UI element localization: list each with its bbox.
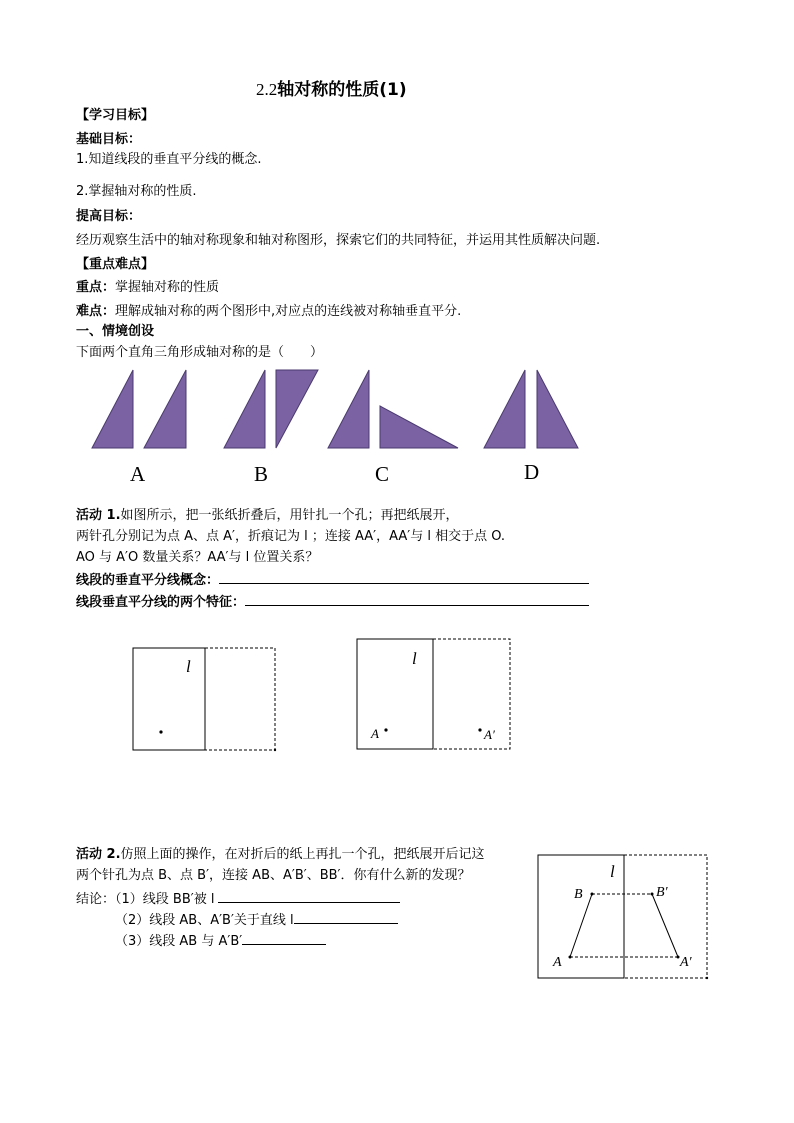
concept-answer-blank[interactable] [219, 570, 589, 584]
activity2-text1: 仿照上面的操作，在对折后的纸上再扎一个孔，把纸展开后记这 [120, 847, 485, 862]
fig3-fold-label: l [610, 862, 615, 881]
segment-a-prime-b-prime [652, 894, 678, 957]
point-a-dot-3 [569, 956, 572, 959]
fig1-fold-label: l [186, 657, 191, 676]
features-label: 线段垂直平分线的两个特征： [76, 595, 246, 610]
folded-paper-rect-2 [357, 639, 433, 749]
triangle-a-right [144, 370, 186, 448]
hard-point-label: 难点： [76, 304, 116, 319]
fold-figure-1 [130, 645, 280, 755]
focus-header: 【重点难点】 [76, 257, 155, 272]
activity2-label: 活动 2. [76, 847, 121, 862]
triangle-c-right [380, 406, 458, 448]
concept-label: 线段的垂直平分线概念： [76, 573, 220, 588]
corner-dot [274, 749, 276, 751]
triangle-a-left [92, 370, 133, 448]
conclusion-2 [115, 910, 398, 929]
conclusion-1-text: （1）线段 BB′被 l [115, 892, 215, 907]
conclusion-1-blank[interactable] [218, 889, 400, 903]
point-b-dot [591, 893, 594, 896]
features-line [76, 592, 589, 611]
conclusion-3 [115, 931, 326, 950]
activity2-line1 [76, 847, 485, 863]
hard-point-text: 理解成轴对称的两个图形中,对应点的连线被对称轴垂直平分. [115, 304, 462, 319]
conclusion-3-blank[interactable] [242, 931, 326, 945]
conclusion-label: 结论： [76, 892, 116, 907]
title-number: 2.2 [256, 80, 278, 99]
conclusion-1 [76, 889, 400, 908]
conclusion-2-text: （2）线段 AB、A′B′关于直线 l [115, 913, 294, 928]
option-b-label: B [254, 462, 269, 486]
activity1-label: 活动 1. [76, 508, 121, 523]
unfolded-half-outline-2 [433, 639, 510, 749]
basic-goal-1: 1.知道线段的垂直平分线的概念. [76, 152, 262, 167]
triangle-b-right [276, 370, 318, 448]
conclusion-2-blank[interactable] [294, 910, 398, 924]
point-a-dot [384, 728, 387, 731]
point-b-prime-dot [651, 893, 654, 896]
key-point-label: 重点： [76, 280, 116, 295]
triangle-d-right [537, 370, 578, 448]
key-point [76, 280, 219, 296]
triangle-options-figure [0, 360, 794, 480]
advanced-goals-label: 提高目标： [76, 209, 142, 224]
basic-goals-label: 基础目标： [76, 132, 142, 147]
goals-header: 【学习目标】 [76, 108, 155, 123]
activity1-line1 [76, 508, 459, 524]
fig2-point-a-prime-label: A′ [484, 727, 495, 742]
fig3-point-b-label: B [574, 887, 583, 902]
hard-point [76, 304, 461, 320]
option-c-label: C [375, 462, 390, 486]
fig2-fold-label: l [412, 649, 417, 668]
fig3-point-a-prime-label: A′ [680, 955, 692, 970]
activity1-text1: 如图所示，把一张纸折叠后，用针扎一个孔；再把纸展开， [120, 508, 459, 523]
pin-hole-dot [159, 730, 162, 733]
fig3-point-b-prime-label: B′ [656, 885, 668, 900]
folded-paper-rect [133, 648, 205, 750]
activity1-line2: 两针孔分别记为点 A、点 A′，折痕记为 l ；连接 AA′，AA′与 l 相交于点 O. [76, 529, 506, 544]
concept-line [76, 570, 589, 589]
advanced-goal-text: 经历观察生活中的轴对称现象和轴对称图形，探索它们的共同特征，并运用其性质解决问题. [76, 233, 601, 248]
unfolded-half-outline [205, 648, 275, 750]
page-title [256, 80, 407, 100]
features-answer-blank[interactable] [245, 592, 589, 606]
fig3-point-a-label: A [553, 955, 562, 970]
key-point-text: 掌握轴对称的性质 [115, 280, 220, 295]
unfolded-half-outline-3 [624, 855, 707, 978]
title-text: 轴对称的性质(1) [277, 80, 407, 100]
triangle-d-left [484, 370, 525, 448]
basic-goal-2: 2.掌握轴对称的性质. [76, 184, 197, 199]
activity1-line3: AO 与 A′O 数量关系？AA′与 l 位置关系？ [76, 550, 319, 565]
option-a-label: A [130, 462, 146, 486]
activity2-line2: 两个针孔为点 B、点 B′，连接 AB、A′B′、BB′．你有什么新的发现？ [76, 868, 471, 883]
conclusion-3-text: （3）线段 AB 与 A′B′ [115, 934, 243, 949]
segment-ab [570, 894, 592, 957]
section1-header: 一、情境创设 [76, 324, 155, 339]
fig2-point-a-label: A [371, 726, 379, 741]
option-d-label: D [524, 460, 540, 484]
corner-dot-3 [706, 977, 708, 979]
point-a-prime-dot [478, 728, 481, 731]
triangle-b-left [224, 370, 265, 448]
section1-question: 下面两个直角三角形成轴对称的是（ ） [76, 345, 324, 360]
triangle-c-left [328, 370, 369, 448]
